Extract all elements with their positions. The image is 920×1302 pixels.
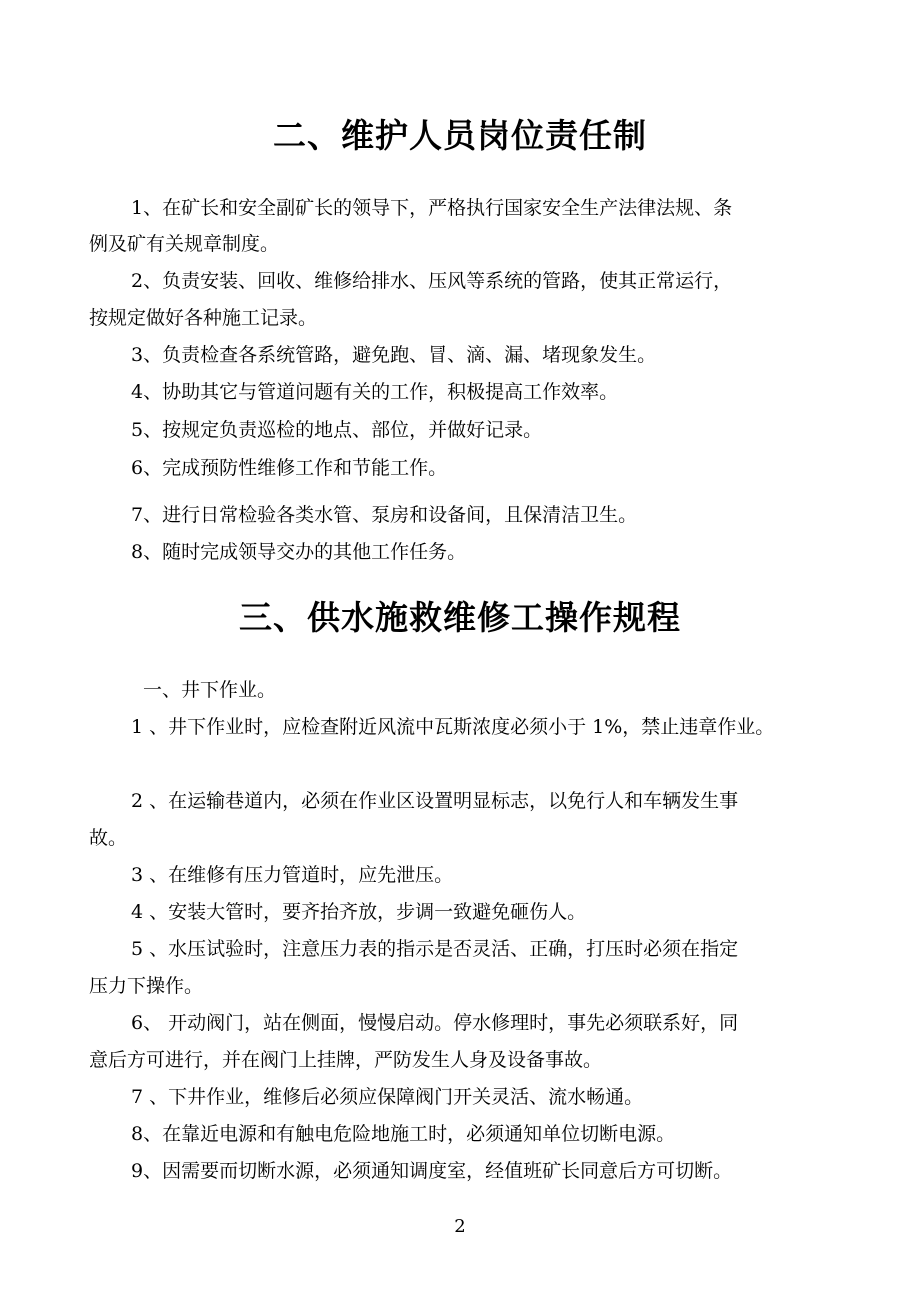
s2-item-7: 7、进行日常检验各类水管、泵房和设备间，且保清洁卫生。 [131,504,638,526]
section-3-title: 三、供水施救维修工操作规程 [239,598,681,637]
s2-item-6: 6、完成预防性维修工作和节能工作。 [131,457,448,479]
s2-item-1-line-2: 例及矿有关规章制度。 [89,233,280,255]
s3-item-2-line-2: 故。 [89,827,128,849]
s3-item-1: 1 、井下作业时，应检查附近风流中瓦斯浓度必须小于 1%，禁止违章作业。 [131,716,775,738]
s3-item-5-line-2: 压力下操作。 [89,975,204,997]
s2-item-5: 5、按规定负责巡检的地点、部位，并做好记录。 [131,419,543,441]
page-number: 2 [454,1216,466,1237]
s3-item-7: 7 、下井作业，维修后必须应保障阀门开关灵活、流水畅通。 [131,1086,644,1108]
s3-item-2-line-1: 2 、在运输巷道内，必须在作业区设置明显标志，以免行人和车辆发生事 [131,790,739,812]
s3-item-3: 3 、在维修有压力管道时，应先泄压。 [131,864,454,886]
s3-item-8: 8、在靠近电源和有触电危险地施工时，必须通知单位切断电源。 [131,1123,676,1145]
s3-item-4: 4 、安装大管时，要齐抬齐放，步调一致避免砸伤人。 [131,901,587,923]
s2-item-8: 8、随时完成领导交办的其他工作任务。 [131,541,467,563]
s3-item-9: 9、因需要而切断水源，必须通知调度室，经值班矿长同意后方可切断。 [131,1160,733,1182]
s3-item-5-line-1: 5 、水压试验时，注意压力表的指示是否灵活、正确，打压时必须在指定 [131,938,739,960]
s2-item-2-line-2: 按规定做好各种施工记录。 [89,307,318,329]
section-2-title: 二、维护人员岗位责任制 [273,116,647,155]
s3-subtitle: 一、井下作业。 [143,679,277,701]
s2-item-2-line-1: 2、负责安装、回收、维修给排水、压风等系统的管路，使其正常运行， [131,270,733,292]
s2-item-4: 4、协助其它与管道问题有关的工作，积极提高工作效率。 [131,381,619,403]
s2-item-1-line-1: 1、在矿长和安全副矿长的领导下，严格执行国家安全生产法律法规、条 [131,197,733,219]
s2-item-3: 3、负责检查各系统管路，避免跑、冒、滴、漏、堵现象发生。 [131,344,657,366]
s3-item-6-line-1: 6、 开动阀门，站在侧面，慢慢启动。停水修理时，事先必须联系好，同 [131,1012,739,1034]
s3-item-6-line-2: 意后方可进行，并在阀门上挂牌，严防发生人身及设备事故。 [89,1049,603,1071]
